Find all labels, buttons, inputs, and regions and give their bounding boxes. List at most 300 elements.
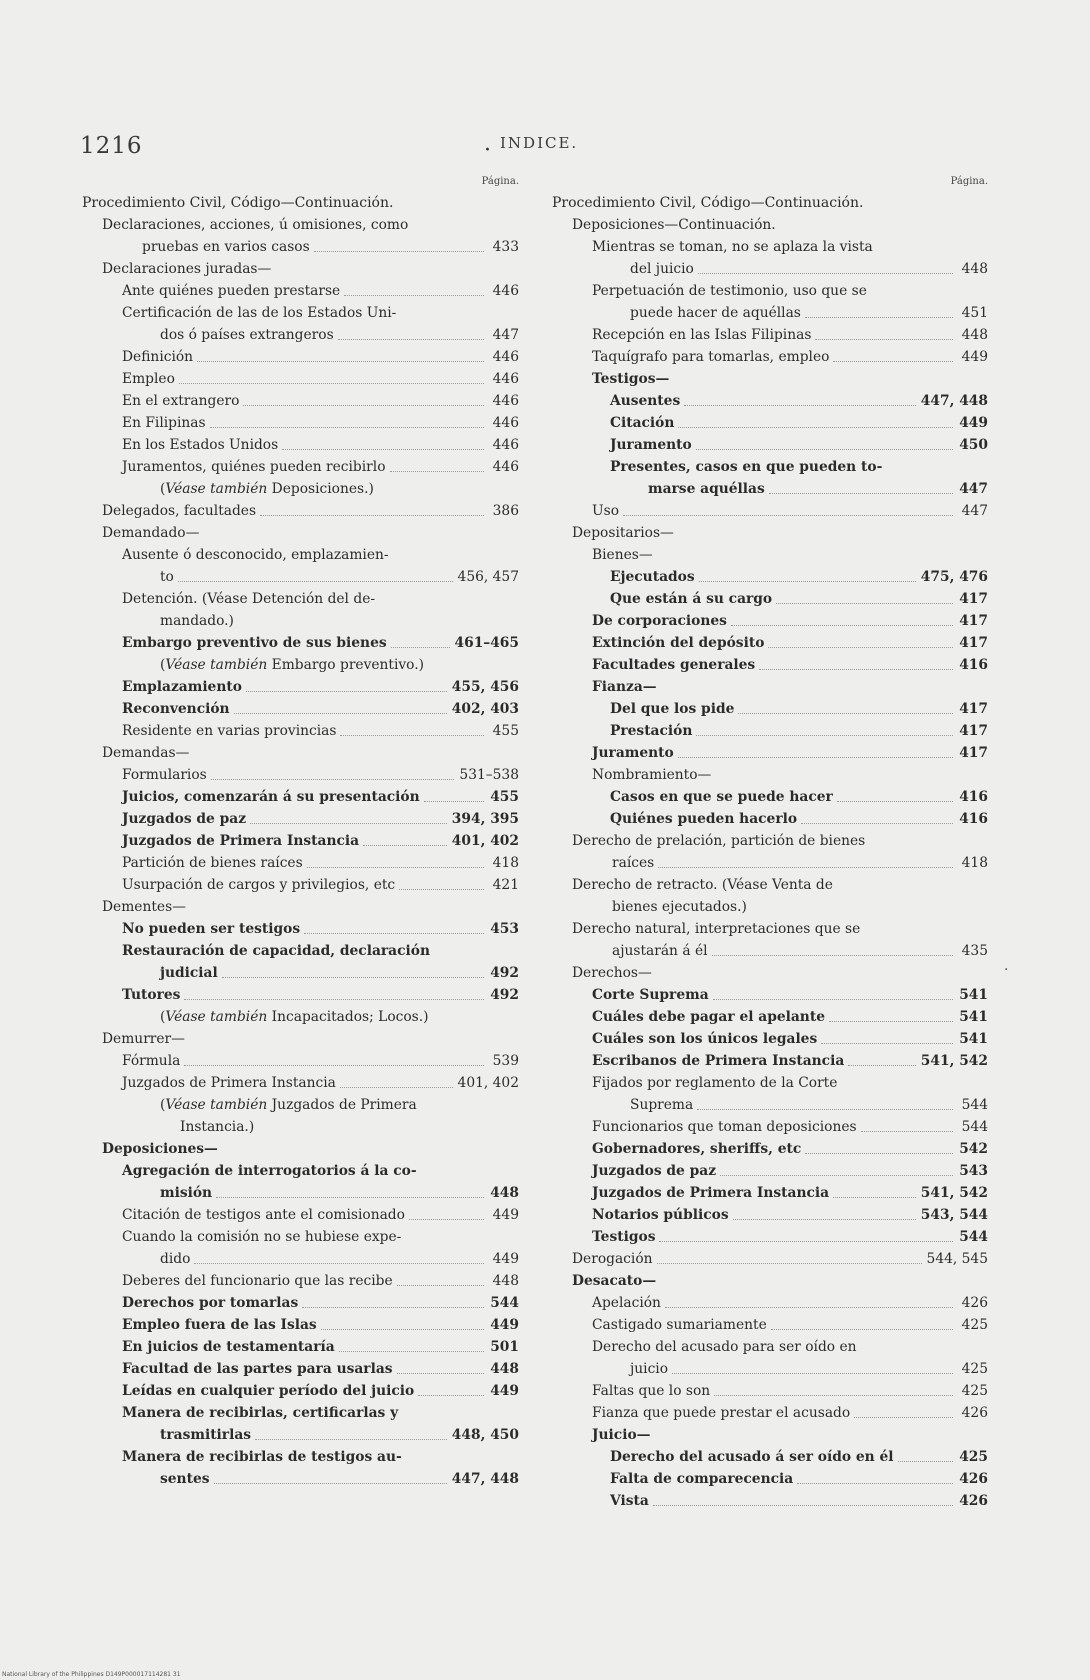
page-ref: 492 bbox=[490, 965, 519, 981]
index-entry bbox=[552, 1424, 988, 1446]
entry-text: Fianza— bbox=[592, 679, 657, 695]
entry-text-cont: judicial bbox=[160, 965, 218, 981]
entry-text: Manera de recibirlas, certificarlas y bbox=[122, 1405, 399, 1421]
page-ref: 447 bbox=[959, 481, 988, 497]
entry-text: Derecho natural, interpretaciones que se bbox=[572, 921, 861, 937]
entry-text: En juicios de testamentaría bbox=[122, 1339, 335, 1355]
page-ref: 449 bbox=[492, 1207, 519, 1223]
index-entry bbox=[552, 324, 988, 346]
entry-text: Citación de testigos ante el comisionado bbox=[122, 1207, 405, 1223]
page-ref: 425 bbox=[959, 1449, 988, 1465]
index-entry bbox=[82, 1314, 519, 1336]
index-entry bbox=[82, 390, 519, 412]
page-ref: 543 bbox=[959, 1163, 988, 1179]
dot-leader bbox=[713, 999, 953, 1000]
entry-text-cont: marse aquéllas bbox=[648, 481, 765, 497]
index-entry bbox=[552, 742, 988, 764]
page-ref: 450 bbox=[959, 437, 988, 453]
index-entry bbox=[552, 830, 988, 874]
index-entry bbox=[552, 676, 988, 698]
page-ref: 541 bbox=[959, 1009, 988, 1025]
index-entry bbox=[552, 1490, 988, 1512]
page-ref: 417 bbox=[959, 613, 988, 629]
dot-leader bbox=[282, 449, 484, 450]
dot-leader bbox=[211, 779, 455, 780]
entry-text: Dementes— bbox=[102, 899, 186, 915]
page-ref: 418 bbox=[492, 855, 519, 871]
index-entry bbox=[82, 258, 519, 280]
entry-text-cont: dido bbox=[160, 1251, 191, 1267]
index-entry bbox=[552, 346, 988, 368]
dot-leader bbox=[861, 1131, 953, 1132]
entry-text: No pueden ser testigos bbox=[122, 921, 301, 937]
dot-leader bbox=[210, 427, 484, 428]
page-ref: 455 bbox=[490, 789, 519, 805]
dot-leader bbox=[340, 1087, 453, 1088]
dot-leader bbox=[302, 1307, 484, 1308]
page-ref: 418 bbox=[961, 855, 988, 871]
page-ref: 417 bbox=[959, 745, 988, 761]
index-entry bbox=[82, 1402, 519, 1446]
index-entry bbox=[82, 698, 519, 720]
entry-text: Residente en varias provincias bbox=[122, 723, 337, 739]
page-ref: 446 bbox=[492, 349, 519, 365]
dot-leader bbox=[340, 735, 484, 736]
index-entry bbox=[82, 654, 519, 676]
index-entry bbox=[82, 1270, 519, 1292]
dot-leader bbox=[684, 405, 916, 406]
index-entry bbox=[552, 610, 988, 632]
entry-text-cont: juicio bbox=[630, 1361, 669, 1377]
dot-leader bbox=[214, 1483, 447, 1484]
page-ref: 544, 545 bbox=[926, 1251, 988, 1267]
index-entry bbox=[552, 1006, 988, 1028]
dot-leader bbox=[696, 449, 953, 450]
entry-text: Empleo bbox=[122, 371, 175, 387]
entry-text: Manera de recibirlas de testigos au- bbox=[122, 1449, 402, 1465]
entry-text: Definición bbox=[122, 349, 194, 365]
entry-text-cont: to bbox=[160, 569, 174, 585]
dot-leader bbox=[665, 1307, 953, 1308]
index-entry bbox=[82, 808, 519, 830]
entry-text: Mientras se toman, no se aplaza la vista bbox=[592, 239, 873, 255]
entry-text: Citación bbox=[610, 415, 675, 431]
dot-leader bbox=[339, 1351, 484, 1352]
entry-text: Agregación de interrogatorios á la co- bbox=[122, 1163, 417, 1179]
dot-leader bbox=[712, 955, 953, 956]
dot-leader bbox=[178, 581, 453, 582]
entry-text-cont: dos ó países extrangeros bbox=[160, 327, 334, 343]
entry-text-cont: ajustarán á él bbox=[612, 943, 708, 959]
page-ref: 531–538 bbox=[459, 767, 519, 783]
page-ref: 541 bbox=[959, 1031, 988, 1047]
entry-text: Castigado sumariamente bbox=[592, 1317, 767, 1333]
page-ref: 425 bbox=[961, 1361, 988, 1377]
index-entry bbox=[82, 1226, 519, 1270]
entry-text: Formularios bbox=[122, 767, 207, 783]
index-entry bbox=[552, 984, 988, 1006]
page-title: INDICE. bbox=[500, 134, 579, 152]
see-also: (Véase también Incapacitados; Locos.) bbox=[160, 1009, 429, 1025]
index-entry bbox=[552, 1402, 988, 1424]
dot-leader bbox=[391, 647, 450, 648]
entry-text: Juzgados de paz bbox=[122, 811, 247, 827]
entry-text: Cuando la comisión no se hubiese expe- bbox=[122, 1229, 402, 1245]
entry-text-cont: Suprema bbox=[630, 1097, 694, 1113]
dot-leader bbox=[672, 1373, 953, 1374]
index-entry bbox=[82, 1358, 519, 1380]
entry-text: Uso bbox=[592, 503, 620, 519]
index-entry bbox=[552, 1138, 988, 1160]
dot-leader bbox=[854, 1417, 953, 1418]
index-entry bbox=[82, 830, 519, 852]
dot-leader bbox=[821, 1043, 953, 1044]
entry-text: Derecho de prelación, partición de bienes bbox=[572, 833, 866, 849]
dot-leader bbox=[696, 735, 953, 736]
see-also: (Véase también Deposiciones.) bbox=[160, 481, 374, 497]
dot-leader bbox=[653, 1505, 953, 1506]
dot-leader bbox=[801, 823, 953, 824]
entry-text-cont: misión bbox=[160, 1185, 213, 1201]
page-ref: 417 bbox=[959, 635, 988, 651]
entry-text: Presentes, casos en que pueden to- bbox=[610, 459, 883, 475]
page-ref: 542 bbox=[959, 1141, 988, 1157]
section-heading: Procedimiento Civil, Código—Continuación. bbox=[552, 195, 864, 211]
entry-text: Cuáles son los únicos legales bbox=[592, 1031, 818, 1047]
page-ref: 446 bbox=[492, 459, 519, 475]
index-entry bbox=[82, 412, 519, 434]
dot-leader bbox=[797, 1483, 953, 1484]
page-ref: 401, 402 bbox=[451, 833, 519, 849]
entry-text: Juzgados de Primera Instancia bbox=[122, 833, 360, 849]
right-entries bbox=[552, 236, 988, 1512]
index-entry bbox=[82, 544, 519, 588]
page-ref: 461–465 bbox=[454, 635, 519, 651]
entry-text: Escribanos de Primera Instancia bbox=[592, 1053, 845, 1069]
index-entry: (Véase también Juzgados de Primera Instancia.) bbox=[82, 1094, 519, 1138]
entry-text: Usurpación de cargos y privilegios, etc bbox=[122, 877, 396, 893]
index-entry bbox=[82, 852, 519, 874]
index-entry bbox=[552, 1248, 988, 1270]
index-entry bbox=[552, 1028, 988, 1050]
entry-text: Falta de comparecencia bbox=[610, 1471, 794, 1487]
page-ref: 455 bbox=[492, 723, 519, 739]
entry-text: Funcionarios que toman deposiciones bbox=[592, 1119, 857, 1135]
index-entry bbox=[552, 808, 988, 830]
page-ref: 425 bbox=[961, 1383, 988, 1399]
dot-leader bbox=[657, 1263, 922, 1264]
dot-leader bbox=[222, 977, 484, 978]
dot-leader bbox=[314, 251, 484, 252]
dot-leader bbox=[397, 1373, 484, 1374]
index-entry bbox=[82, 368, 519, 390]
dot-leader bbox=[699, 581, 916, 582]
dot-leader bbox=[304, 933, 484, 934]
entry-text: Juicios, comenzarán á su presentación bbox=[122, 789, 420, 805]
index-entry bbox=[82, 346, 519, 368]
entry-text: Fijados por reglamento de la Corte bbox=[592, 1075, 838, 1091]
see-also: (Véase también Juzgados de Primera bbox=[160, 1097, 417, 1113]
index-entry bbox=[552, 500, 988, 522]
entry-text-cont: sentes bbox=[160, 1471, 210, 1487]
dot-leader bbox=[246, 691, 447, 692]
index-entry bbox=[82, 522, 519, 544]
entry-text-cont: raíces bbox=[612, 855, 655, 871]
ink-dot: · bbox=[484, 138, 491, 163]
index-entry bbox=[552, 1314, 988, 1336]
entry-text: Demurrer— bbox=[102, 1031, 185, 1047]
index-entry bbox=[82, 1292, 519, 1314]
entry-text: Juzgados de Primera Instancia bbox=[592, 1185, 830, 1201]
entry-text: Taquígrafo para tomarlas, empleo bbox=[592, 349, 830, 365]
dot-leader bbox=[250, 823, 447, 824]
entry-text: En el extrangero bbox=[122, 393, 240, 409]
entry-text: Casos en que se puede hacer bbox=[610, 789, 833, 805]
dot-leader bbox=[344, 295, 484, 296]
entry-text: Extinción del depósito bbox=[592, 635, 765, 651]
dot-leader bbox=[805, 1153, 953, 1154]
entry-text: Facultades generales bbox=[592, 657, 756, 673]
entry-text: Empleo fuera de las Islas bbox=[122, 1317, 317, 1333]
entry-text: Nombramiento— bbox=[592, 767, 712, 783]
index-entry bbox=[552, 522, 988, 544]
page-ref: 544 bbox=[961, 1119, 988, 1135]
entry-text: Demandado— bbox=[102, 525, 200, 541]
entry-text: Que están á su cargo bbox=[610, 591, 773, 607]
entry-text: Embargo preventivo de sus bienes bbox=[122, 635, 387, 651]
entry-text: Faltas que lo son bbox=[592, 1383, 711, 1399]
entry-text: Partición de bienes raíces bbox=[122, 855, 303, 871]
entry-text: Tutores bbox=[122, 987, 181, 1003]
index-entry bbox=[552, 1182, 988, 1204]
dot-leader bbox=[815, 339, 953, 340]
dot-leader bbox=[179, 383, 484, 384]
dot-leader bbox=[194, 1263, 484, 1264]
index-entry bbox=[82, 588, 519, 632]
entry-text: Corte Suprema bbox=[592, 987, 709, 1003]
entry-text: Ejecutados bbox=[610, 569, 695, 585]
entry-text: Gobernadores, sheriffs, etc bbox=[592, 1141, 802, 1157]
entry-text: Reconvención bbox=[122, 701, 230, 717]
page-ref: 448, 450 bbox=[451, 1427, 519, 1443]
entry-text: De corporaciones bbox=[592, 613, 727, 629]
entry-text: Declaraciones, acciones, ú omisiones, como bbox=[102, 217, 409, 233]
dot-leader bbox=[698, 273, 953, 274]
entry-text: Perpetuación de testimonio, uso que se bbox=[592, 283, 867, 299]
entry-text: Fórmula bbox=[122, 1053, 181, 1069]
entry-text: Facultad de las partes para usarlas bbox=[122, 1361, 393, 1377]
index-entry bbox=[552, 1050, 988, 1072]
entry-text: Emplazamiento bbox=[122, 679, 242, 695]
dot-leader bbox=[776, 603, 953, 604]
entry-text: Derechos por tomarlas bbox=[122, 1295, 299, 1311]
index-entry bbox=[552, 1446, 988, 1468]
page-ref: 455, 456 bbox=[451, 679, 519, 695]
page-ref: 426 bbox=[959, 1493, 988, 1509]
page-ref: 417 bbox=[959, 723, 988, 739]
page-ref: 448 bbox=[490, 1185, 519, 1201]
page-number: 1216 bbox=[80, 133, 143, 159]
index-entry bbox=[82, 1006, 519, 1028]
entry-text: Derogación bbox=[572, 1251, 653, 1267]
index-entry bbox=[82, 1028, 519, 1050]
dot-leader bbox=[738, 713, 953, 714]
index-entry bbox=[82, 1050, 519, 1072]
index-entry bbox=[552, 1160, 988, 1182]
page-ref: 446 bbox=[492, 415, 519, 431]
dot-leader bbox=[390, 471, 485, 472]
dot-leader bbox=[397, 1285, 484, 1286]
index-entry bbox=[552, 1226, 988, 1248]
dot-leader bbox=[898, 1461, 953, 1462]
entry-text: Demandas— bbox=[102, 745, 190, 761]
index-entry bbox=[82, 1138, 519, 1160]
index-entry bbox=[552, 1468, 988, 1490]
index-entry bbox=[82, 764, 519, 786]
entry-text: Depositarios— bbox=[572, 525, 674, 541]
index-entry bbox=[552, 698, 988, 720]
page-ref: 446 bbox=[492, 283, 519, 299]
dot-leader bbox=[623, 515, 953, 516]
page-ref: 446 bbox=[492, 393, 519, 409]
entry-text: En Filipinas bbox=[122, 415, 206, 431]
index-entry bbox=[82, 1160, 519, 1204]
page-ref: 448 bbox=[961, 261, 988, 277]
entry-text: Cuáles debe pagar el apelante bbox=[592, 1009, 825, 1025]
page-ref: 402, 403 bbox=[451, 701, 519, 717]
dot-leader bbox=[184, 1065, 484, 1066]
dot-leader bbox=[184, 999, 484, 1000]
entry-text: Juramentos, quiénes pueden recibirlo bbox=[122, 459, 386, 475]
page-ref: 448 bbox=[490, 1361, 519, 1377]
entry-text: Fianza que puede prestar el acusado bbox=[592, 1405, 851, 1421]
entry-text: Notarios públicos bbox=[592, 1207, 729, 1223]
dot-leader bbox=[714, 1395, 953, 1396]
index-entry bbox=[82, 214, 519, 258]
entry-text: Quiénes pueden hacerlo bbox=[610, 811, 798, 827]
entry-text: Prestación bbox=[610, 723, 693, 739]
dot-leader bbox=[833, 361, 953, 362]
dot-leader bbox=[338, 339, 484, 340]
index-entry bbox=[552, 786, 988, 808]
entry-text: Certificación de las de los Estados Uni- bbox=[122, 305, 397, 321]
entry-text: Deposiciones— bbox=[102, 1141, 218, 1157]
dot-leader bbox=[733, 1219, 916, 1220]
page-ref: 449 bbox=[959, 415, 988, 431]
page-ref: 447 bbox=[492, 327, 519, 343]
scan-credit: National Library of the Philippines D149P000017114281 31 bbox=[2, 1671, 181, 1678]
page-ref: 543, 544 bbox=[920, 1207, 988, 1223]
entry-text: Ausente ó desconocido, emplazamien- bbox=[122, 547, 389, 563]
dot-leader bbox=[678, 757, 953, 758]
page-ref: 401, 402 bbox=[457, 1075, 519, 1091]
index-entry bbox=[552, 962, 988, 984]
index-entry bbox=[552, 412, 988, 434]
entry-text: Ausentes bbox=[610, 393, 681, 409]
index-entry bbox=[552, 1270, 988, 1292]
entry-text: Derecho del acusado para ser oído en bbox=[592, 1339, 857, 1355]
entry-text-cont: bienes ejecutados.) bbox=[612, 899, 747, 915]
entry-text-cont: del juicio bbox=[630, 261, 694, 277]
dot-leader bbox=[837, 801, 953, 802]
dot-leader bbox=[829, 1021, 953, 1022]
dot-leader bbox=[234, 713, 447, 714]
index-entry bbox=[552, 390, 988, 412]
entry-text: Derecho de retracto. (Véase Venta de bbox=[572, 877, 833, 893]
entry-text-cont: pruebas en varios casos bbox=[142, 239, 310, 255]
section-heading: Procedimiento Civil, Código—Continuación. bbox=[82, 195, 394, 211]
page-ref: 544 bbox=[490, 1295, 519, 1311]
index-entry bbox=[552, 236, 988, 280]
entry-text: Desacato— bbox=[572, 1273, 657, 1289]
index-entry bbox=[82, 1380, 519, 1402]
page-ref: 447 bbox=[961, 503, 988, 519]
page-ref: 541 bbox=[959, 987, 988, 1003]
index-entry bbox=[82, 786, 519, 808]
page-ref: 435 bbox=[961, 943, 988, 959]
page-ref: 492 bbox=[490, 987, 519, 1003]
index-entry bbox=[82, 940, 519, 984]
index-entry bbox=[552, 764, 988, 786]
dot-leader bbox=[197, 361, 484, 362]
index-entry bbox=[552, 1380, 988, 1402]
page-ref: 544 bbox=[961, 1097, 988, 1113]
page-ref: 417 bbox=[959, 701, 988, 717]
dot-leader bbox=[363, 845, 447, 846]
page-ref: 433 bbox=[492, 239, 519, 255]
index-entry bbox=[552, 918, 988, 962]
dot-leader bbox=[848, 1065, 916, 1066]
entry-text-cont: mandado.) bbox=[160, 613, 234, 629]
page-ref: 417 bbox=[959, 591, 988, 607]
page-ref: 416 bbox=[959, 811, 988, 827]
page-ref: 539 bbox=[492, 1053, 519, 1069]
page-ref: 446 bbox=[492, 371, 519, 387]
dot-leader bbox=[678, 427, 953, 428]
dot-leader bbox=[720, 1175, 953, 1176]
index-entry bbox=[82, 478, 519, 500]
index-entry bbox=[82, 896, 519, 918]
dot-leader bbox=[255, 1439, 447, 1440]
entry-text: Delegados, facultades bbox=[102, 503, 257, 519]
index-entry bbox=[552, 654, 988, 676]
page-ref: 426 bbox=[959, 1471, 988, 1487]
see-also: (Véase también Embargo preventivo.) bbox=[160, 657, 425, 673]
index-entry bbox=[552, 1336, 988, 1380]
left-column bbox=[82, 176, 519, 1490]
index-entry bbox=[82, 434, 519, 456]
dot-leader bbox=[424, 801, 484, 802]
entry-text: En los Estados Unidos bbox=[122, 437, 279, 453]
index-entry bbox=[552, 434, 988, 456]
dot-leader bbox=[409, 1219, 484, 1220]
page-ref: 451 bbox=[961, 305, 988, 321]
dot-leader bbox=[243, 405, 484, 406]
page-ref: 426 bbox=[961, 1405, 988, 1421]
index-entry bbox=[82, 742, 519, 764]
dot-leader bbox=[399, 889, 484, 890]
dot-leader bbox=[833, 1197, 916, 1198]
stray-mark: · bbox=[1004, 962, 1009, 978]
entry-text: Detención. (Véase Detención del de- bbox=[122, 591, 376, 607]
pagina-label: Página. bbox=[950, 176, 988, 187]
left-entries bbox=[82, 214, 519, 1490]
entry-text: Del que los pide bbox=[610, 701, 735, 717]
index-entry bbox=[552, 1292, 988, 1314]
index-entry bbox=[552, 368, 988, 390]
entry-text: Juzgados de paz bbox=[592, 1163, 717, 1179]
entry-text: Bienes— bbox=[592, 547, 653, 563]
